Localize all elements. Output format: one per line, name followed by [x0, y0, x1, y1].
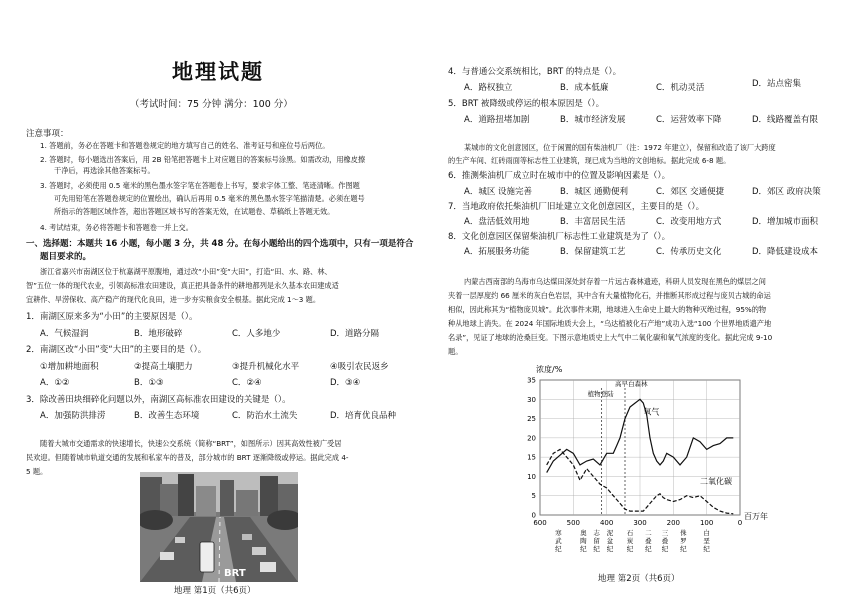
series-label-co2: 二氧化碳: [700, 477, 732, 487]
passage-line: 内蒙古西南部的乌海市乌达煤田深处封存着一片远古森林遗迹，科研人员发现在黑色的煤层之间: [464, 277, 766, 286]
option-a[interactable]: A．城区 设施完善: [464, 187, 533, 197]
x-tick-label: 500: [566, 519, 581, 527]
option-b[interactable]: B．城区 通勤便利: [560, 187, 629, 197]
option-a[interactable]: A．道路扭堵加剧: [464, 115, 530, 125]
notice-item: 所指示的答题区域作答，超出答题区域书写的答案无效，在试题卷、草稿纸上答题无效。: [54, 207, 335, 216]
y-tick-label: 35: [527, 376, 536, 385]
option-a[interactable]: A．拓展服务功能: [464, 247, 530, 257]
option-b[interactable]: B．保留建筑工艺: [560, 247, 626, 257]
y-tick-label: 30: [527, 395, 536, 404]
option-a[interactable]: A．路权独立: [464, 83, 513, 93]
exam-info: （考试时间：75 分钟 满分：100 分）: [130, 99, 293, 110]
option-a[interactable]: A．①②: [40, 378, 70, 388]
gas-concentration-chart: [500, 360, 800, 575]
y-axis-ticks: [527, 377, 536, 520]
option-b[interactable]: B．改善生态环境: [134, 411, 200, 421]
question-stem: 7．当地政府依托柴油机厂旧址建立文化创意园区，主要目的是（）。: [448, 202, 705, 212]
period-label: 泥盆纪: [606, 529, 614, 553]
section-heading-cont: 题目要求的。: [40, 252, 92, 262]
question-stem: 3．除改善田块细碎化问题以外，南湖区高标准农田建设的关键是（）。: [26, 395, 291, 405]
y-tick-label: 15: [527, 453, 536, 462]
y-tick-label: 10: [527, 472, 536, 481]
option-d[interactable]: D．增加城市面积: [752, 217, 819, 227]
option-b[interactable]: B．地形破碎: [134, 329, 183, 339]
notice-item: 干净后，再选涂其他答案标号。: [54, 166, 155, 175]
option-a[interactable]: A．盘活低效用地: [464, 217, 530, 227]
notice-item: 3. 答题时，必须使用 0.5 毫米的黑色墨水签字笔在答题卷上书写，要求字体工整、笔迹清晰。作图题: [40, 181, 360, 190]
option-c[interactable]: C．改变用地方式: [656, 217, 722, 227]
question-stem: 8．文化创意园区保留柴油机厂标志性工业建筑是为了（）。: [448, 232, 671, 242]
x-tick-label: 200: [666, 519, 681, 527]
period-label: 奥陶纪: [580, 529, 587, 553]
option-c[interactable]: C．机动灵活: [656, 83, 705, 93]
y-axis-label: 浓度/%: [536, 365, 563, 374]
notice-title: 注意事项：: [26, 129, 69, 139]
option-c[interactable]: C．人多地少: [232, 329, 281, 339]
period-label: 二叠纪: [645, 529, 652, 553]
passage-line: 民欢迎。但随着城市轨道交通的发展和私家车的普及，部分城市的 BRT 逐渐降级或停运。据此完成 4-: [26, 453, 349, 462]
period-label: 志留纪: [593, 529, 600, 553]
x-axis-ticks: [533, 519, 742, 527]
statement: ③提升机械化水平: [232, 362, 300, 372]
statement: ④吸引农民返乡: [330, 362, 389, 372]
page-title: 地理试题: [172, 60, 264, 84]
series-label-oxygen: 氧气: [643, 407, 660, 417]
option-d[interactable]: D．站点密集: [752, 79, 802, 89]
question-stem: 1．南湖区原来多为“小田”的主要原因是（）。: [26, 312, 198, 322]
page-footer: 地理 第2页（共6页）: [598, 574, 680, 584]
x-tick-label: 600: [533, 519, 547, 527]
option-c[interactable]: C．防治水土流失: [232, 411, 298, 421]
period-label: 寒武纪: [555, 529, 562, 553]
option-b[interactable]: B．①③: [134, 378, 164, 388]
x-axis-label: 百万年: [744, 512, 768, 521]
period-label: 三叠纪: [661, 529, 669, 553]
question-stem: 5．BRT 被降级或停运的根本原因是（）。: [448, 99, 605, 109]
section-heading: 一、选择题：本题共 16 小题，每小题 3 分，共 48 分。在每小题给出的四个选项中，只有一项是符合: [26, 239, 414, 249]
passage-line: 名录”，见证了地球的沧桑巨变。下图示意地质史上大气中二氧化碳和氧气浓度的变化。据此完成 9-10: [448, 333, 773, 342]
passage-line: 题。: [448, 347, 463, 356]
passage-line: 智”五位一体的现代农业，引领高标准农田建设，真正把具备条件的耕地都列是永久基本农田建成适: [26, 281, 339, 290]
y-tick-label: 25: [527, 415, 536, 424]
notice-item: 2. 答题时，每小题选出答案后，用 2B 铅笔把答题卡上对应题目的答案标号涂黑。如需改动，用橡皮擦: [40, 155, 366, 164]
x-tick-label: 400: [599, 519, 614, 527]
period-label: 侏罗纪: [680, 529, 687, 553]
notice-item: 可先用铅笔在答题卷规定的位置绘出，确认后再用 0.5 毫米的黑色墨水签字笔描清楚。必须在题号: [54, 194, 365, 203]
option-d[interactable]: D．降低建设成本: [752, 247, 819, 257]
notice-item: 1. 答题前，务必在答题卡和答题卷规定的地方填写自己的姓名、准考证号和座位号后两位。: [40, 141, 330, 150]
option-d[interactable]: D．道路分隔: [330, 329, 380, 339]
statement: ①增加耕地面积: [40, 362, 99, 372]
passage-line: 宜耕作、旱涝保收、高产稳产的现代化良田，进一步夯实粮食安全根基。据此完成 1～3 题。: [26, 295, 321, 304]
svg-text:BRT: BRT: [224, 568, 246, 579]
passage-line: 浙江省嘉兴市南湖区位于杭嘉湖平原腹地，通过改“小田”变“大田”，打造“田、水、路、林、: [40, 267, 332, 276]
option-c[interactable]: C．②④: [232, 378, 262, 388]
option-b[interactable]: B．城市经济发展: [560, 115, 626, 125]
period-label: 白垩纪: [703, 529, 710, 553]
y-tick-label: 0: [531, 511, 536, 520]
period-label: 石炭纪: [626, 529, 634, 553]
option-d[interactable]: D．③④: [330, 378, 361, 388]
option-d[interactable]: D．线路覆盖有限: [752, 115, 819, 125]
option-c[interactable]: C．郊区 交通便捷: [656, 187, 725, 197]
page-footer: 地理 第1页（共6页）: [174, 586, 256, 596]
x-tick-label: 0: [737, 519, 743, 527]
statement: ②提高土壤肥力: [134, 362, 193, 372]
passage-line: 5 题。: [26, 467, 48, 476]
option-d[interactable]: D．郊区 政府决策: [752, 187, 821, 197]
passage-line: 相似，因此称其为“植物庞贝城”。此次事件末期，地球进入生命史上最大的物种灭绝过程，95%的物: [448, 305, 767, 314]
passage-line: 的生产车间、红砖雨面等标志性工业建筑，现已成为当地的文创地标。据此完成 6-8 题。: [448, 156, 731, 165]
x-tick-label: 100: [699, 519, 714, 527]
annotation-plants-land: 植物登陆: [587, 390, 614, 398]
y-tick-label: 20: [527, 434, 536, 443]
brt-photo: [140, 472, 298, 582]
passage-line: 夹着一层厚度约 66 厘米的灰白色岩层，其中含有大量植物化石，并推断其形成过程与庞贝古城的命运: [448, 291, 771, 300]
question-stem: 4．与普通公交系统相比，BRT 的特点是（）。: [448, 67, 622, 77]
option-b[interactable]: B．成本低廉: [560, 83, 609, 93]
period-labels: [555, 528, 710, 553]
notice-item: 4. 考试结束，务必将答题卡和答题卷一并上交。: [40, 223, 193, 232]
y-tick-label: 5: [531, 492, 536, 501]
passage-line: 随着大城市交通需求的快速增长，快速公交系统（简称“BRT”，如图所示）因其高效性被广受居: [40, 439, 342, 448]
passage-line: 种从地球上消失。在 2024 年国际地质大会上，“乌达植被化石产地”成功入选“100 个世界地质遗产地: [448, 319, 772, 328]
option-a[interactable]: A．加强防洪排涝: [40, 411, 106, 421]
passage-line: 某城市的文化创意园区，位于闲置的国有柴油机厂（注：1972 年建立），保留和改造了该厂大跨度: [464, 143, 776, 152]
annotation-forest: 高早白森林: [615, 380, 648, 388]
option-b[interactable]: B．丰富居民生活: [560, 217, 626, 227]
x-tick-label: 300: [633, 519, 647, 527]
option-d[interactable]: D．培育优良品种: [330, 411, 397, 421]
option-c[interactable]: C．传承历史文化: [656, 247, 722, 257]
question-stem: 6．推测柴油机厂成立时在城市中的位置及影响因素是（）。: [448, 171, 671, 181]
question-stem: 2．南湖区改“小田”变“大田”的主要目的是（）。: [26, 345, 207, 355]
option-c[interactable]: C．运营效率下降: [656, 115, 722, 125]
option-a[interactable]: A．气候湿润: [40, 329, 89, 339]
